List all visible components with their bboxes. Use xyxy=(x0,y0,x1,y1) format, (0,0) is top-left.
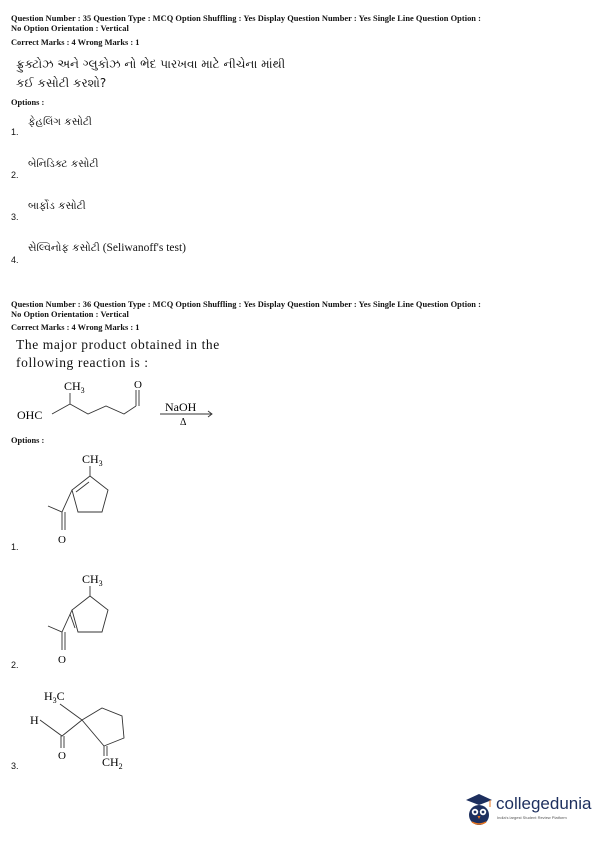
question-35-text xyxy=(16,55,285,93)
q35-option-3-number: 3. xyxy=(11,212,19,222)
q35-option-4-text-en: (Seliwanoff's test) xyxy=(99,242,187,254)
question-36-header-line2: No Option Orientation : Vertical xyxy=(11,310,129,319)
q36-option-3-number: 3. xyxy=(11,761,19,771)
collegedunia-logo xyxy=(463,791,592,827)
question-36-text-line1: The major product obtained in the xyxy=(16,337,220,352)
reaction-carbonyl-o: O xyxy=(134,379,142,391)
reaction-scheme xyxy=(0,374,260,434)
question-35-header xyxy=(11,14,591,34)
question-36-options-label: Options : xyxy=(11,436,45,445)
question-35-options-label: Options : xyxy=(11,98,45,107)
svg-text:O: O xyxy=(58,750,66,762)
q36-option-2-structure[interactable] xyxy=(20,568,140,668)
brand-name: collegedunia xyxy=(496,794,592,813)
q36-option-3-h-label: H xyxy=(30,713,39,727)
q35-option-3-text[interactable]: બાર્ફોડ કસોટી xyxy=(28,200,86,212)
question-36-text xyxy=(16,336,220,372)
reaction-chain-bonds xyxy=(52,393,136,414)
q36-option-3-ring xyxy=(82,708,124,746)
reaction-aldehyde-label: OHC xyxy=(17,408,43,422)
question-35-header-line1: Question Number : 35 Question Type : MCQ Option Shuffling : Yes Display Question Number : Yes Single Line Question Option : xyxy=(11,14,482,23)
q36-option-3-structure[interactable] xyxy=(20,686,170,772)
q35-option-1-number: 1. xyxy=(11,127,19,137)
question-36-header xyxy=(11,300,591,320)
q35-option-4-number: 4. xyxy=(11,255,19,265)
q36-option-2-ring xyxy=(72,596,108,632)
q36-option-2-ch3-label: $CH_3$ xyxy=(82,572,103,588)
q36-option-1-structure[interactable] xyxy=(20,448,140,558)
question-35-header-line2: No Option Orientation : Vertical xyxy=(11,24,129,33)
question-36-marks: Correct Marks : 4 Wrong Marks : 1 xyxy=(11,323,140,332)
reaction-reagent: NaOH xyxy=(165,400,197,414)
q36-option-1-number: 1. xyxy=(11,542,19,552)
graduate-owl-icon xyxy=(463,791,495,827)
q35-option-4-text-gu: સેલ્વિનોફ કસોટી xyxy=(28,242,100,254)
question-35-marks: Correct Marks : 4 Wrong Marks : 1 xyxy=(11,38,140,47)
question-35-text-line1: ફ્રુક્ટોઝ અને ગ્લુકોઝ નો ભેદ પારખવા માટે નીચેના માંથી xyxy=(16,57,286,71)
q36-option-1-ch3-label: $CH_3$ xyxy=(82,452,103,468)
reaction-ch3-label: $CH_3$ xyxy=(64,379,85,395)
question-36-text-line2: following reaction is : xyxy=(16,355,149,370)
question-36-header-line1: Question Number : 36 Question Type : MCQ Option Shuffling : Yes Display Question Number : Yes Single Line Question Option : xyxy=(11,300,482,309)
q35-option-1-text[interactable]: ફેહલિંગ કસોટી xyxy=(28,116,92,128)
q36-option-2-number: 2. xyxy=(11,660,19,670)
reaction-condition: Δ xyxy=(180,417,187,428)
q35-option-2-text[interactable]: બેનિડિક્ટ કસોટી xyxy=(28,158,99,170)
q36-option-3-ch2-label: $CH_2$ xyxy=(102,755,123,771)
q35-option-4-text[interactable] xyxy=(28,242,186,255)
q35-option-2-number: 2. xyxy=(11,170,19,180)
reaction-carbonyl-bond xyxy=(136,390,139,406)
question-35-text-line2: કઈ કસોટી કરશો? xyxy=(16,76,107,90)
q36-option-3-h3c-label: $H_3C$ xyxy=(44,689,65,705)
brand-tagline: India's largest Student Review Platform xyxy=(497,815,567,820)
svg-text:O: O xyxy=(58,534,66,546)
q36-option-1-ring xyxy=(72,476,108,512)
svg-text:O: O xyxy=(58,654,66,666)
